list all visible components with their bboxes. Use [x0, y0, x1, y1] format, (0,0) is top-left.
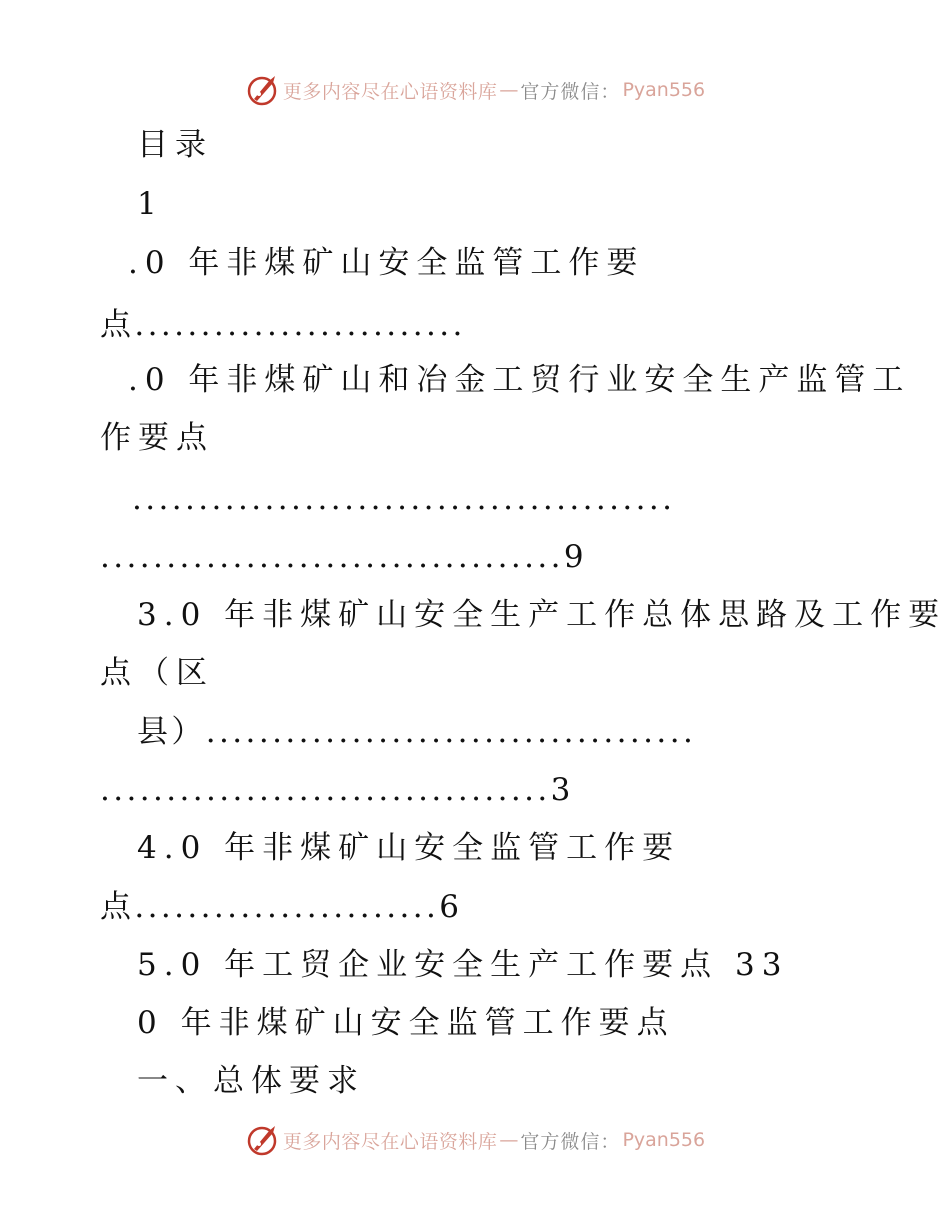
toc-entry-2-line-2[interactable]: 作要点	[100, 420, 214, 456]
toc-entry-1-line-2[interactable]: 点.........................	[100, 307, 466, 343]
toc-entry-3-line-2[interactable]: 点（区	[100, 655, 214, 691]
watermark-official-label: 官方微信：	[520, 1130, 621, 1153]
watermark-dash: —	[499, 79, 519, 101]
toc-entry-3-line-1[interactable]: 3.0 年非煤矿山安全生产工作总体思路及工作要	[137, 597, 947, 633]
watermark-official-label: 官方微信：	[520, 80, 621, 103]
toc-entry-2-line-1[interactable]: .0 年非煤矿山和冶金工贸行业安全生产监管工	[128, 362, 911, 398]
toc-entry-2-line-3[interactable]: .........................................	[132, 481, 676, 517]
watermark-dash: —	[499, 1129, 519, 1151]
section-heading-general-requirements: 一、总体要求	[137, 1063, 365, 1099]
watermark-text: 更多内容尽在心语资料库	[282, 80, 498, 103]
watermark-text: 更多内容尽在心语资料库	[282, 1130, 498, 1153]
toc-number: 1	[137, 186, 164, 222]
watermark-wechat-id: Pyan556	[622, 79, 706, 101]
quill-pen-icon	[245, 1123, 279, 1157]
toc-entry-1-line-1[interactable]: .0 年非煤矿山安全监管工作要	[128, 245, 645, 281]
toc-entry-3-line-3[interactable]: 县）.....................................	[137, 714, 697, 750]
toc-entry-2-line-4[interactable]: ...................................9	[100, 539, 588, 575]
toc-heading: 目录	[137, 127, 213, 163]
toc-entry-4-line-2[interactable]: 点.......................6	[100, 889, 463, 925]
toc-entry-3-line-4[interactable]: ..................................3	[100, 772, 574, 808]
watermark-footer	[0, 1120, 950, 1160]
watermark-wechat-id: Pyan556	[622, 1129, 706, 1151]
toc-entry-4-line-1[interactable]: 4.0 年非煤矿山安全监管工作要	[137, 830, 681, 866]
toc-entry-5-line-1[interactable]: 5.0 年工贸企业安全生产工作要点 33	[137, 947, 789, 983]
section-title: 0 年非煤矿山安全监管工作要点	[137, 1005, 675, 1041]
